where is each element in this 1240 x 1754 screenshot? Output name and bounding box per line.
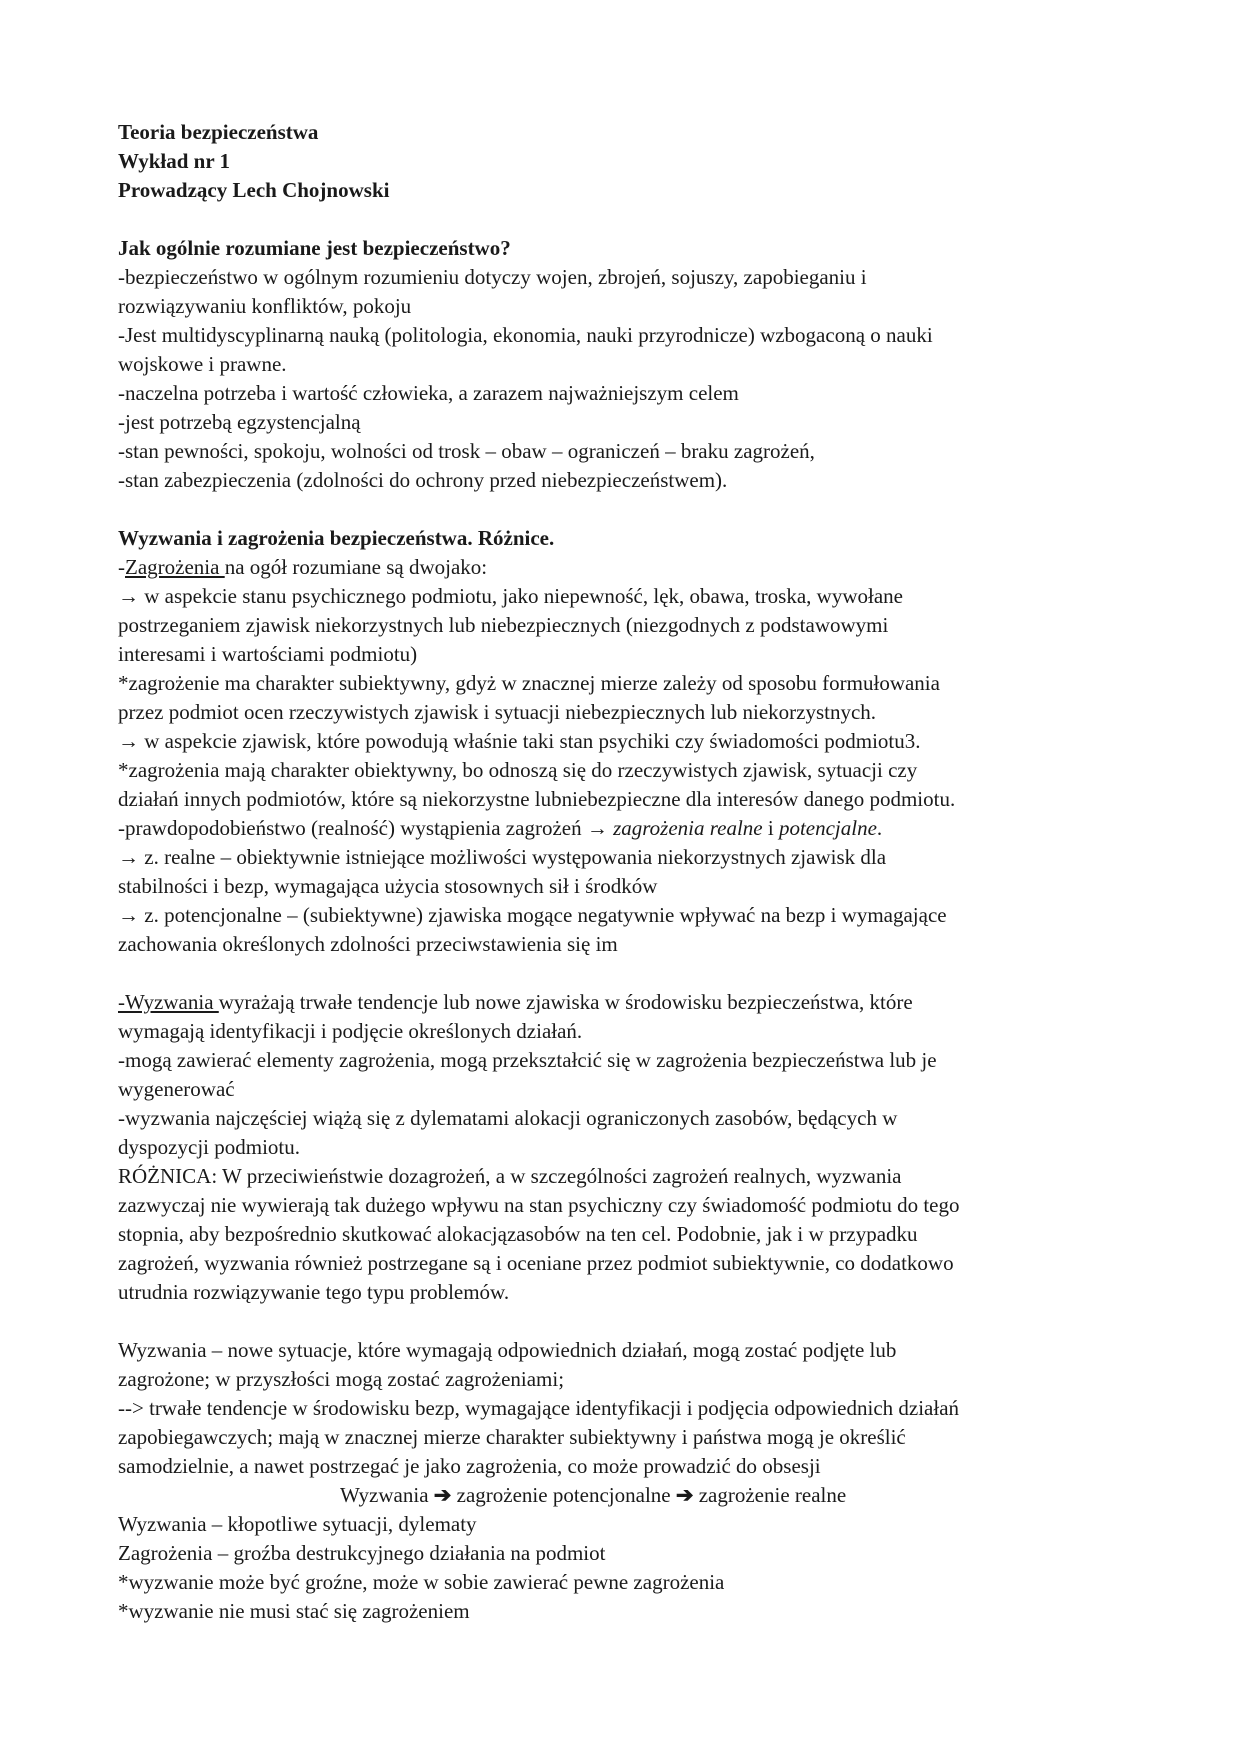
section2-line: postrzeganiem zjawisk niekorzystnych lub niebezpiecznych (niezgodnych z podstawowymi — [118, 613, 889, 637]
section2-line: → z. realne – obiektywnie istniejące możliwości występowania niekorzystnych zjawisk dla — [118, 845, 887, 869]
section4-line: zapobiegawczych; mają w znacznej mierze charakter subiektywny i państwa mogą je określić — [118, 1425, 906, 1449]
lecture-number: Wykład nr 1 — [118, 149, 231, 173]
section3-line: dyspozycji podmiotu. — [118, 1135, 300, 1159]
intro-rest: na ogół rozumiane są dwojako: — [224, 555, 488, 579]
prob-end: . — [876, 816, 883, 840]
section2-line: przez podmiot ocen rzeczywistych zjawisk i sytuacji niebezpiecznych lub niekorzystnych. — [118, 700, 877, 724]
prob-mid: i — [762, 816, 779, 840]
section2-intro — [118, 553, 1138, 582]
section2-line: działań innych podmiotów, które są niekorzystne lubniebezpieczne dla interesów danego podmiotu. — [118, 787, 956, 811]
section4-line: Wyzwania – nowe sytuacje, które wymagają odpowiednich działań, mogą zostać podjęte lub — [118, 1338, 897, 1362]
spacer — [118, 1307, 1138, 1336]
section1-line: -bezpieczeństwo w ogólnym rozumieniu dotyczy wojen, zbrojeń, sojuszy, zapobieganiu i — [118, 265, 867, 289]
section4-end-line: Wyzwania – kłopotliwe sytuacji, dylematy — [118, 1512, 477, 1536]
section3-line: -mogą zawierać elementy zagrożenia, mogą przekształcić się w zagrożenia bezpieczeństwa lub je — [118, 1048, 937, 1072]
section1-line: rozwiązywaniu konfliktów, pokoju — [118, 294, 412, 318]
section1-line: wojskowe i prawne. — [118, 352, 287, 376]
section3-line: wymagają identyfikacji i podjęcie określonych działań. — [118, 1019, 583, 1043]
section2-line: → w aspekcie zjawisk, które powodują właśnie taki stan psychiki czy świadomości podmiotu3. — [118, 729, 921, 753]
section2-line: *zagrożenia mają charakter obiektywny, bo odnoszą się do rzeczywistych zjawisk, sytuacji czy — [118, 758, 918, 782]
flow-item-potential-threat: zagrożenie potencjonalne — [456, 1483, 671, 1507]
document-page — [118, 118, 1138, 1626]
section2-line: → w aspekcie stanu psychicznego podmiotu, jako niepewność, lęk, obawa, troska, wywołane — [118, 584, 903, 608]
section1-heading: Jak ogólnie rozumiane jest bezpieczeństwo? — [118, 236, 511, 260]
section4-end-line: Zagrożenia – groźba destrukcyjnego działania na podmiot — [118, 1541, 606, 1565]
section4-end-line: *wyzwanie może być groźne, może w sobie zawierać pewne zagrożenia — [118, 1570, 725, 1594]
spacer — [118, 205, 1138, 234]
section2-heading: Wyzwania i zagrożenia bezpieczeństwa. Różnice. — [118, 526, 555, 550]
section4-line: zagrożone; w przyszłości mogą zostać zagrożeniami; — [118, 1367, 565, 1391]
section1-line: -naczelna potrzeba i wartość człowieka, a zarazem najważniejszym celem — [118, 381, 739, 405]
section2-line: *zagrożenie ma charakter subiektywny, gdyż w znacznej mierze zależy od sposobu formułowania — [118, 671, 940, 695]
section3-line: zagrożeń, wyzwania również postrzegane są i oceniane przez podmiot subiektywnie, co dodatkowo — [118, 1251, 954, 1275]
section4-line: --> trwałe tendencje w środowisku bezp, wymagające identyfikacji i podjęcia odpowiednich działań — [118, 1396, 960, 1420]
intro-dash: - — [118, 555, 125, 579]
probability-line — [118, 814, 1138, 843]
lecturer-name: Prowadzący Lech Chojnowski — [118, 178, 390, 202]
section3-line: RÓŻNICA: W przeciwieństwie dozagrożeń, a w szczególności zagrożeń realnych, wyzwania — [118, 1164, 902, 1188]
challenges-underlined-term: -Wyzwania — [118, 990, 219, 1014]
section3-intro — [118, 988, 1138, 1017]
section4-line: samodzielnie, a nawet postrzegać je jako zagrożenia, co może prowadzić do obsesji — [118, 1454, 821, 1478]
section2-line: interesami i wartościami podmiotu) — [118, 642, 418, 666]
section1-line: -stan zabezpieczenia (zdolności do ochrony przed niebezpieczeństwem). — [118, 468, 728, 492]
right-arrow-icon: ➔ — [675, 1483, 694, 1507]
challenges-intro-rest: wyrażają trwałe tendencje lub nowe zjawiska w środowisku bezpieczeństwa, które — [218, 990, 913, 1014]
intro-underlined-term: Zagrożenia — [125, 555, 225, 579]
section2-line: zachowania określonych zdolności przeciwstawienia się im — [118, 932, 618, 956]
section4-end-line: *wyzwanie nie musi stać się zagrożeniem — [118, 1599, 470, 1623]
right-arrow-icon: ➔ — [433, 1483, 452, 1507]
section3-line: -wyzwania najczęściej wiążą się z dylematami alokacji ograniczonych zasobów, będących w — [118, 1106, 898, 1130]
section1-line: -stan pewności, spokoju, wolności od trosk – obaw – ograniczeń – braku zagrożeń, — [118, 439, 815, 463]
prob-italic-potential: potencjalne — [778, 816, 877, 840]
section2-line: stabilności i bezp, wymagająca użycia stosownych sił i środków — [118, 874, 658, 898]
doc-title: Teoria bezpieczeństwa — [118, 120, 319, 144]
prob-prefix: -prawdopodobieństwo (realność) wystąpienia zagrożeń → — [118, 816, 614, 840]
flow-item-real-threat: zagrożenie realne — [698, 1483, 847, 1507]
section1-line: -Jest multidyscyplinarną nauką (politologia, ekonomia, nauki przyrodnicze) wzbogaconą o nauki — [118, 323, 933, 347]
spacer — [118, 959, 1138, 988]
section3-line: wygenerować — [118, 1077, 235, 1101]
prob-italic-real: zagrożenia realne — [613, 816, 763, 840]
flow-item-challenges: Wyzwania — [340, 1483, 429, 1507]
section3-line: zazwyczaj nie wywierają tak dużego wpływu na stan psychiczny czy świadomość podmiotu do tego — [118, 1193, 960, 1217]
section3-line: utrudnia rozwiązywanie tego typu problemów. — [118, 1280, 510, 1304]
section1-line: -jest potrzebą egzystencjalną — [118, 410, 361, 434]
spacer — [118, 495, 1138, 524]
flow-line — [118, 1481, 1138, 1510]
section3-line: stopnia, aby bezpośrednio skutkować alokacjązasobów na ten cel. Podobnie, jak i w przypadku — [118, 1222, 918, 1246]
section2-line: → z. potencjonalne – (subiektywne) zjawiska mogące negatywnie wpływać na bezp i wymagające — [118, 903, 947, 927]
